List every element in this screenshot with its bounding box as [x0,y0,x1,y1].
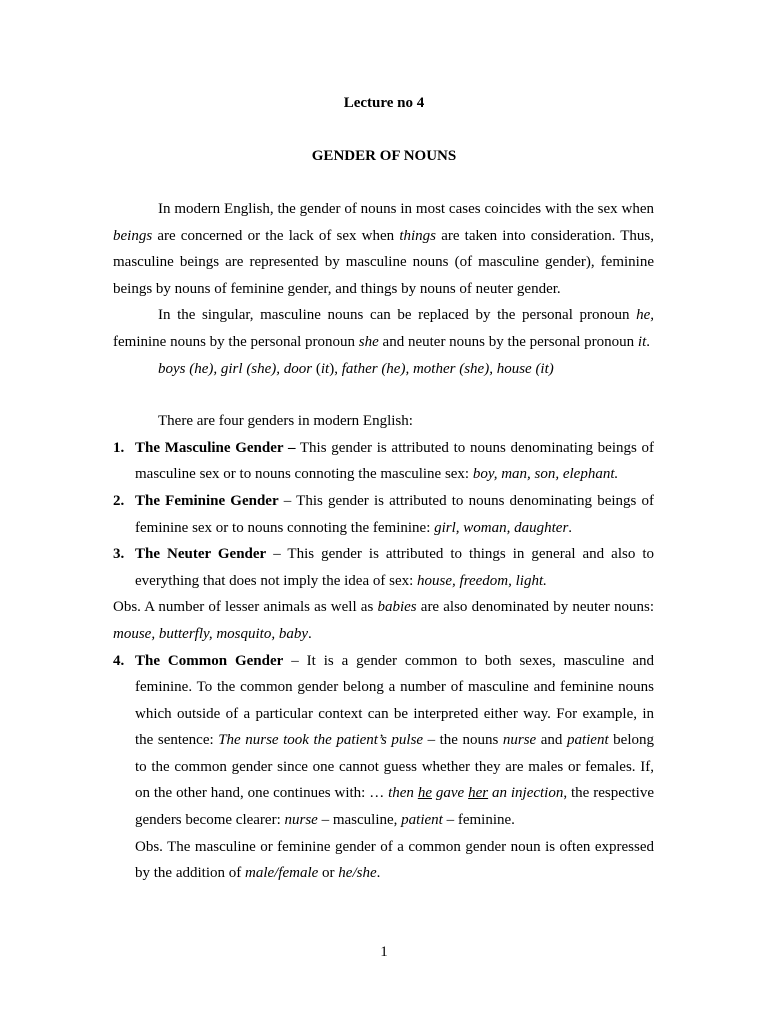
list-item-neuter: 3. The Neuter Gender – This gender is attributed to things in general and also to everything that does not imply the idea of sex: house, freedom, light. [113,541,654,594]
list-number: 4. [113,652,125,669]
list-number: 2. [113,492,125,509]
section-heading: GENDER OF NOUNS [311,148,457,164]
observation-common: Obs. The masculine or feminine gender of a common gender noun is often expressed by the addition of male/female or he/she. [135,838,654,882]
list-item-common: 4. The Common Gender – It is a gender common to both sexes, masculine and feminine. To the common gender belong a number of masculine and feminine nouns which outside of a particular context can be interpreted either way. For example, in the sentence: The nurse took the patient’s pulse – the nouns nurse and patient belong to the common gender since one cannot guess whether they are males or females. If, on the other hand, one continues with: … then he gave her an injection, the respective genders become clearer: nurse – masculine, patient – feminine. [113,648,654,834]
list-number: 1. [113,439,125,456]
paragraph-intro: In modern English, the gender of nouns in most cases coincides with the sex when beings are concerned or the lack of sex when things are taken into consideration. Thus, masculine beings are represented by masculine nouns (of masculine gender), feminine beings by nouns of feminine gender, and things by nouns of neuter gender. [113,201,654,297]
list-item-feminine: 2. The Feminine Gender – This gender is attributed to nouns denominating beings of feminine sex or to nouns connoting the feminine: girl, woman, daughter. [113,488,654,541]
lecture-title: Lecture no 4 [343,95,425,111]
examples-line: boys (he), girl (she), door (it), father (he), mother (she), house (it) [158,360,554,377]
document-body [113,196,654,887]
page-number: 1 [380,944,388,960]
observation-neuter: Obs. A number of lesser animals as well as babies are also denominated by neuter nouns: mouse, butterfly, mosquito, baby. [113,599,654,642]
list-item-masculine: 1. The Masculine Gender – This gender is attributed to nouns denominating beings of masculine sex or to nouns connoting the masculine sex: boy, man, son, elephant. [113,435,654,488]
genders-intro: There are four genders in modern English: [158,413,413,430]
paragraph-pronouns: In the singular, masculine nouns can be replaced by the personal pronoun he, feminine nouns by the personal pronoun she and neuter nouns by the personal pronoun it. [113,307,654,350]
list-number: 3. [113,546,125,563]
